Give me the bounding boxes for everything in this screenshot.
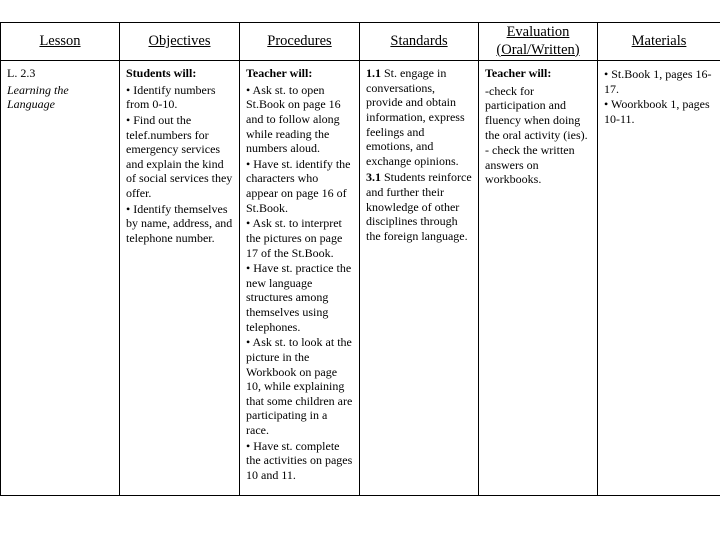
procedures-intro: Teacher will: [246,66,313,80]
header-lesson: Lesson [1,23,120,61]
evaluation-intro: Teacher will: [485,66,552,80]
procedure-item: • Ask st. to interpret the pictures on page 17 of the St.Book. [246,216,343,260]
lesson-cell [1,61,120,496]
objective-item: • Identify themselves by name, address, and telephone number. [126,201,233,245]
standard-1 [366,66,472,168]
standard-2-text: Students reinforce and further their knowledge of other disciplines through the foreign language. [366,170,472,243]
lesson-code: L. 2.3 [7,66,36,80]
header-evaluation [479,23,598,61]
objectives-intro: Students will: [126,66,197,80]
header-evaluation-line1: Evaluation [506,24,570,41]
header-materials: Materials [598,23,720,61]
standards-cell [360,61,479,496]
standard-2 [366,170,472,243]
objectives-cell [120,61,240,496]
header-row [1,23,720,61]
lesson-title: Learning the Language [7,82,69,112]
material-item: • Woorkbook 1, pages 10-11. [604,97,710,126]
procedure-item: • Have st. identify the characters who appear on page 16 of St.Book. [246,156,351,215]
material-item: • St.Book 1, pages 16-17. [604,67,712,96]
objective-item: • Identify numbers from 0-10. [126,82,216,112]
objective-item: • Find out the telef.numbers for emergency services and explain the kind of social services they offer. [126,112,233,200]
evaluation-cell [479,61,598,496]
procedure-item: • Have st. practice the new language structures among themselves using telephones. [246,261,352,334]
procedure-item: • Have st. complete the activities on pages 10 and 11. [246,438,353,482]
standard-1-text: St. engage in conversations, provide and obtain information, express feelings and emotions, and exchange opinions. [366,66,465,168]
content-row [1,61,720,496]
materials-cell [598,61,720,496]
header-evaluation-line2: (Oral/Written) [496,41,580,58]
header-objectives: Objectives [120,23,240,61]
standard-1-code: 1.1 [366,66,381,80]
lesson-plan-table [0,22,720,496]
header-procedures: Procedures [240,23,360,61]
procedure-item: • Ask st. to look at the picture in the Workbook on page 10, while explaining that some children are participating in a race. [246,335,353,437]
evaluation-item: -check for participation and fluency when doing the oral activity (ies). [485,83,588,142]
standard-2-code: 3.1 [366,170,381,185]
procedures-cell [240,61,360,496]
procedure-item: • Ask st. to open St.Book on page 16 and to follow along while reading the numbers aloud. [246,82,341,156]
evaluation-item: - check the written answers on workbooks. [485,143,575,187]
header-standards: Standards [360,23,479,61]
